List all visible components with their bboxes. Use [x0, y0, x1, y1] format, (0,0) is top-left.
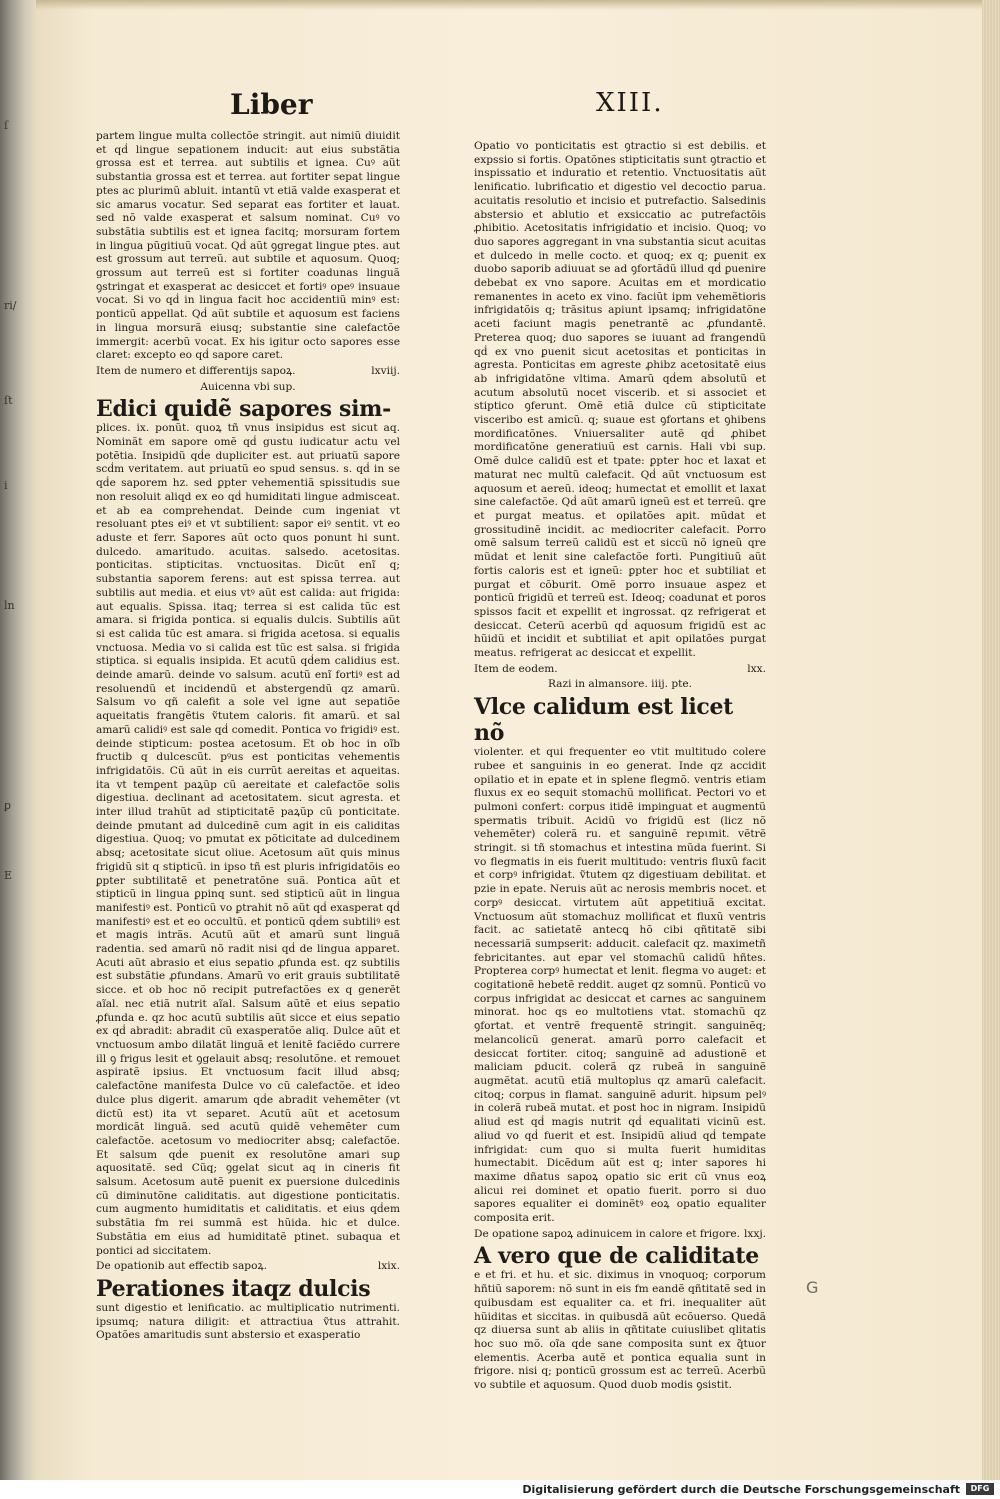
left-text-column: [96, 130, 400, 1343]
paragraph: [474, 1269, 766, 1392]
page-fore-edge: [982, 0, 1000, 1480]
section-number: lxviij.: [371, 364, 400, 377]
large-initial-line: Perationes itaqz dulcis: [96, 1275, 371, 1302]
dfg-logo: DFG: [966, 1483, 994, 1495]
digitization-credit: Digitalisierung gefördert durch die Deutsche Forschungsgemeinschaft: [522, 1483, 960, 1496]
section-heading: [96, 365, 400, 379]
section-heading-text: Item de numero et differentijs sapoꝝ.: [96, 364, 296, 377]
paragraph: sunt digestio et lenificatio. ac multiplicatio nutrimenti. ipsumq; natura diligit: et attractiua ṽtus attrahit. Opatões amaritudis sunt abstersio et exasperatio: [96, 1301, 400, 1342]
section-heading: [474, 663, 766, 677]
paragraph: partem lingue multa collectõe stringit. aut nimiũ diuidit et qḋ lingue sepationem inducit: aut eius substãtia grossa est et terrea. aut subtilis et ignea. Cuꝰ aũt substantia grossa est et terrea. aut fortiter sepat lingue ptes ac plurimũ abluit. intantũ vt etiã valde exasperat et sic amarus vocatur. Sed separat eas fortiter et lauat. sed nõ valde exasperat et salsum nominat. Cuꝰ vo substãtia subtilis est et ignea facitq; morsuram fortem in lingua pũgitiuũ vocat. Qḋ aũt ꝯgregat lingue ptes. aut est grossum aut terreũ. aut subtile et aquosum. Quoq; grossum aut terreũ est si fortiter coadunas linguã ꝯstringat et exasperat ac desiccet et fortiꝰ opeꝰ insuaue vocat. Si vo qḋ in lingua facit hoc accidentiũ minꝰ est: ponticũ appellat. Qḋ aũt subtile et aquosum est faciens in lingua morsurã eiusq; substantie sine calefactõe immergit: acerbũ vocat. Ex his igitur octo sapores esse claret: excepto eo qḋ sapore caret.: [96, 130, 400, 362]
running-head-left: Liber: [230, 88, 313, 121]
section-heading-text: De opationib aut effectib sapoꝝ.: [96, 1260, 267, 1273]
spine-fragment: ſt: [4, 394, 13, 407]
paragraph-text: et fri. et hu. et sic. diximus in vnoquoq; corporum hñtiũ saporem: nõ sunt in eis fm eandẽ qñtitatẽ sed in quibusdam est equaliter ca. et fri. inequaliter aũt hũiditas et siccitas. in quibusdã aũt ecõuerso. Quedã qz diuersa sunt ab aliis in qñtitate cuiuslibet qlitatis hoc suo mõ. oĩa qḋe sane composita sunt ex q̃tuor elementis. Acerba autẽ et pontica equalia sunt in frigore. nisi q; ponticũ grossum est ac terreũ. Acerbũ vo subtile et aquosum. Quod duob modis ꝯsistit.: [474, 1269, 766, 1392]
section-heading-text: Item de eodem.: [474, 662, 558, 675]
spine-fragment: ln: [4, 599, 15, 612]
section-heading: [96, 1260, 400, 1274]
large-initial-line: Edici quidẽ sapores sim-: [96, 396, 391, 423]
section-number: lxx.: [747, 662, 766, 675]
source-citation: Razi in almansore. iiij. pte.: [547, 678, 693, 691]
paragraph: plices. ix. ponũt. quoꝝ tñ vnus insipidus est sicut aq. Nominãt em sapore omẽ qḋ gustu iudicatur actu vel potẽtia. Insipidũ qḋe dupliciter est. aut priuatũ sapore scḋm veritatem. aut priuatũ eo spud sensus. s. qḋ in se qḋe saporem hz. sed ꝑpter vehementiã spissitudis sue non resoluit aliqd ex eo qḋ humiditati lingue admisceat. et ab ea comprehendat. Deinde cum ingeniat vt resoluant ptes eiꝰ et vt subtilient: sapor eiꝰ sentit. vt eo aduste et ferr. Sapores aũt octo quos ponunt hi sunt. dulcedo. amaritudo. acuitas. salsedo. acetositas. ponticitas. stipticitas. vnctuositas. Dicũt enĩ q; substantia saporem ferens: aut est spissa terrea. aut subtilis aut media. et eius vtꝰ aũt est calida: aut frigida: aut equalis. Spissa. itaq; terrea si est calida tũc est amara. si frigida pontica. si equalis dulcis. Subtilis aũt si est calida tũc est amara. si frigida acetosa. si equalis vnctuosa. Media vo si calida est tũc est salsa. si frigida stiptica. si equalis insipida. Et acutũ qḋem calidius est. deinde amarũ. deinde vo salsum. acutũ enĩ fortiꝰ est ad resoluendũ et incidendũ et abstergendũ qz amarũ. Salsum vo qñ calefit a sole vel igne aut sepatiõe aqueitatis frangẽtis ṽtutem caloris. fit amarũ. et sal amarũ calidiꝰ est sale qḋ comedit. Pontica vo frigidiꝰ est. deinde stipticum: postea acetosum. Et ob hoc in oĩb fructib q dulcescũt. pꝰus est ponticitas vehementis infrigidatõis. Cũ aũt in eis currũt aereitas et aqueitas. ita vt temꝑent paꝝũp cũ aereitate et calefactõe solis digestiua. declinant ad acetositatem. sicut agresta. et inter illud trahũt ad stipticitatẽ paꝝũp cũ ponticitate. deinde pmutant ad dulcedinẽ cum agit in eis caliditas digestiua. Quoq; vo pmutat ex põticitate ad dulcedinem absq; acetositate sicut oliue. Acetosum aũt quis minus frigidũ sit q stipticũ. in ipso tñ est pluris infrigidatõis eo ꝑpter subtilitatẽ et penetratõne suã. Pontica aũt et stipticũ in lingua ꝑpinq sunt. sed stipticũ aũt in lingua manifestiꝰ est. Ponticũ vo ꝑtrahit nõ aũt qḋ exasperat qḋ manifestiꝰ est et eo occultũ. et ponticũ qḋem subtiliꝰ est et magis intrãs. Acutũ aũt et amarũ sunt linguã radentia. sed amarũ nõ radit nisi qḋ de lingua apparet. Acuti aũt abrasio et eius sepatio ꝓfunda est. qz subtilis est substãtie ꝓfundans. Amarũ vo erit grauis subtilitatẽ sicce. et ob hoc nõ recipit putrefactões ex q generẽt aĩal. nec etiã nutrit aĩal. Salsum aũtẽ et eius sepatio ꝓfunda e. qz hoc acutũ subtilis aũt sicce et eius sepatio ex qḋ abradit: abradit cũ exasperatõe aliq. Dulce aũt et vnctuosum ambo dilatãt linguã et lenitẽ faciẽdo currere ill ꝯ frigus lesit et ꝯgelauit absq; resolutõne. et remouet aspiratẽ ipsius. Et vnctuosum facit illud absq; calefactõne manifesta Dulce vo cũ calefactõe. et ideo dulce plus digerit. amarum qḋe abradit vehemẽter (vt dictũ est) ita vt separet. Acutũ aũt et acetosum mordicãt linguã. sed acutũ quidẽ vehemẽter cum calefactõe. acetosum vo mediocriter absq; calefactõe. Et salsum qḋe puenit ex resolutõne amari suꝑ aquositatẽ. sed Cũq; ꝯgelat sicut aq in cineris fit salsum. Acetosum autẽ puenit ex puersione dulcedinis cũ diminutõne caliditatis. aut digestione ponticitatis. cum augmento humiditatis et caliditatis. et eius qḋem substãtia fm rei summã est hũida. hic et dulce. Substãtia em eius ad humiditatẽ ptinet. subaqua et pontici ad siccitatem.: [96, 422, 400, 1257]
right-text-column: [474, 140, 766, 1393]
spine-fragment: i: [4, 479, 8, 492]
section-number: lxxj.: [744, 1227, 766, 1240]
large-initial-line: Vlce calidum est licet nõ: [474, 694, 734, 747]
paragraph: violenter. et qui frequenter eo vtit multitudo colere rubee et sanguinis in eo generat. Inde qz accidit opilatio et in epate et in splene flegmõ. ventris etiam fluxus ex eo sequit stomachũ mollificat. Pectori vo et pulmoni confert: corpus itidẽ impinguat et augmentũ spermatis tribuit. Acidũ vo frigidũ est (licz nõ vehemẽter) colerã ru. et sanguinẽ repɩmit. vẽtrẽ stringit. si tñ stomachus et intestina mũda fuerint. Si vo flegmatis in eis fuerit multitudo: ventris fluxũ facit et corpꝰ infrigidat. ṽtutem qz digestiuam debilitat. et pzie in epate. Neruis aũt ac nerosis membris nocet. et corpꝰ desiccat. virtutem aũt appetitiuã excitat. Vnctuosum aũt stomachuz mollificat et fluxũ ventris facit. ac satietatẽ antecꝗ hõ cibi qñtitatẽ sibi necessariã sumpserit: adducit. calefacit qz. maximetñ febricitantes. aut epar vel stomachũ calidũ hñtes. Propterea corpꝰ humectat et lenit. flegma vo auget: et cogitationẽ hebetẽ reddit. auget qz somnũ. Ponticũ vo corpus infrigidat ac desiccat et carnes ac sanguinem minorat. hoc qs eo multotiens vtat. stomachũ qz ꝯfortat. et ventrẽ frequentẽ stringit. sanguinẽq; melancolicũ generat. amarũ porro calefacit et desiccat fortiter. citoq; sanguinẽ ad adustionẽ et maliciam ꝑducit. colerã qz rubeã in sanguinẽ augmẽtat. acutũ etiã multoplus qz amarũ calefacit. citoq; corpus in flamat. sanguinẽ adurit. hipsum pelꝰ in colerã rubeã mutat. et post hoc in nigram. Insipidũ aliud est qḋ magis nutrit qḋ equalitati vicinũ est. aliud vo qḋ fuerit et est. Insipidũ aliud qḋ temꝑate infrigidat: cum quo si multa fuerit humiditas humectabit. Dicẽdum aũt est q; inter sapores hi maxime dñatus sapoꝝ opatio sic erit cũ vnus eoꝝ alicui rei dominet et opatio fuerit. porro si duo sapores equaliter ei dominẽtꝰ eoꝝ opatio equaliter composita erit.: [474, 746, 766, 1225]
section-number: lxix.: [377, 1260, 400, 1273]
spine-fragment: E: [4, 869, 13, 882]
pencil-annotation: G: [806, 1278, 819, 1297]
spine-fragment: ꝑ: [4, 799, 11, 812]
large-initial-line: A vero que de caliditate: [474, 1243, 759, 1270]
running-head-right: XIII.: [596, 88, 664, 118]
source-citation: Auicenna vbi sup.: [200, 380, 296, 393]
section-heading: [474, 1228, 766, 1242]
spine-fragment: ſ: [4, 119, 9, 132]
page-top-shadow: [36, 0, 982, 10]
book-spine-left-page: [0, 0, 36, 1480]
paragraph: Opatio vo ponticitatis est ꝯtractio si est debilis. et expssio si fortis. Opatõnes stipticitatis sunt ꝯtractio et inspissatio et induratio et retentio. Vnctuositatis aũt lenificatio. lubrificatio et digestio vel decoctio parua. acuitatis resolutio et incisio et putrefactio. Salsedinis abstersio et ablutio et exsiccatio ac putrefactõis ꝓhibitio. Acetositatis infrigidatio et incisio. Quoq; vo duo sapores aggregant in vna substantia sicut acuitas et dulcedo in melle cocto. et quoq; ex q; ꝑuenit ex duobo saporib adiuuat se ad ꝯfortãdũ illud qḋ ꝑuenire debebat ex vno sapore. Acuitas em et mordicatio remanentes in aceto ex vino. faciũt ipm vehemẽtioris infrigidatõis q; trãsitus apiunt ipsamq; infrigidatõne aceti faciunt magis penetrantẽ ac ꝓfundantẽ. Preterea quoq; duo sapores se iuuant ad frangendũ qḋ ex vno ꝑuenit sicut acetositas et ponticitas in agresta. Ponticitas em agreste ꝓhibz acetositatẽ eius ab infrigidatõne vltima. Amarũ qḋem absolutũ et acutum absolutũ nocet viscerib. et si associet et stiptico ꝯferunt. Omẽ etiã dulce cũ stipticitate visceribo est amicũ. q; suaue est ꝯfortans et ꝯhibens mordificatõnes. Vniuersaliter autẽ qḋ ꝓhibet mordificatõne generatiuũ est carnis. Hali vbi sup. Omẽ dulce calidũ est et tpate: ꝑpter hoc et laxat et maturat nec multũ calefacit. Qḋ aũt vnctuosum est aquosum et aereũ. ideoq; humectat et emollit et laxat sine calefactõe. Qḋ aũt amarũ igneũ est et terreũ. ꝗre et purgat meatus. et opilatões apit. mũdat et grossitudinẽ incidit. ac mediocriter calefacit. Porro omẽ salsum terreũ calidũ est et siccũ nõ igneũ qre mũdat et lenit sine calefactõe forti. Pungitiuũ aũt fortis caloris est et igneũ: ꝑpter hoc et subtiliat et purgat et cõburit. Omẽ porro insuaue asꝑez et ponticũ frigidũ et terreũ est. Ideoq; coadunat et poros spissos facit et expellit et ingrossat. qz refrigerat et desiccat. Ceterũ acerbũ qḋ aquosum frigidũ est ac hũidũ et incidit et subtiliat et apit opilatões purgat meatus. refrigerat ac desiccat et expellit.: [474, 140, 766, 660]
footer-bar: [0, 1480, 1000, 1499]
section-heading-text: De opatione sapoꝝ adinuicem in calore et frigore.: [474, 1227, 741, 1240]
spine-fragment: ri/: [4, 299, 17, 312]
paragraph-prefix: e: [474, 1269, 481, 1282]
